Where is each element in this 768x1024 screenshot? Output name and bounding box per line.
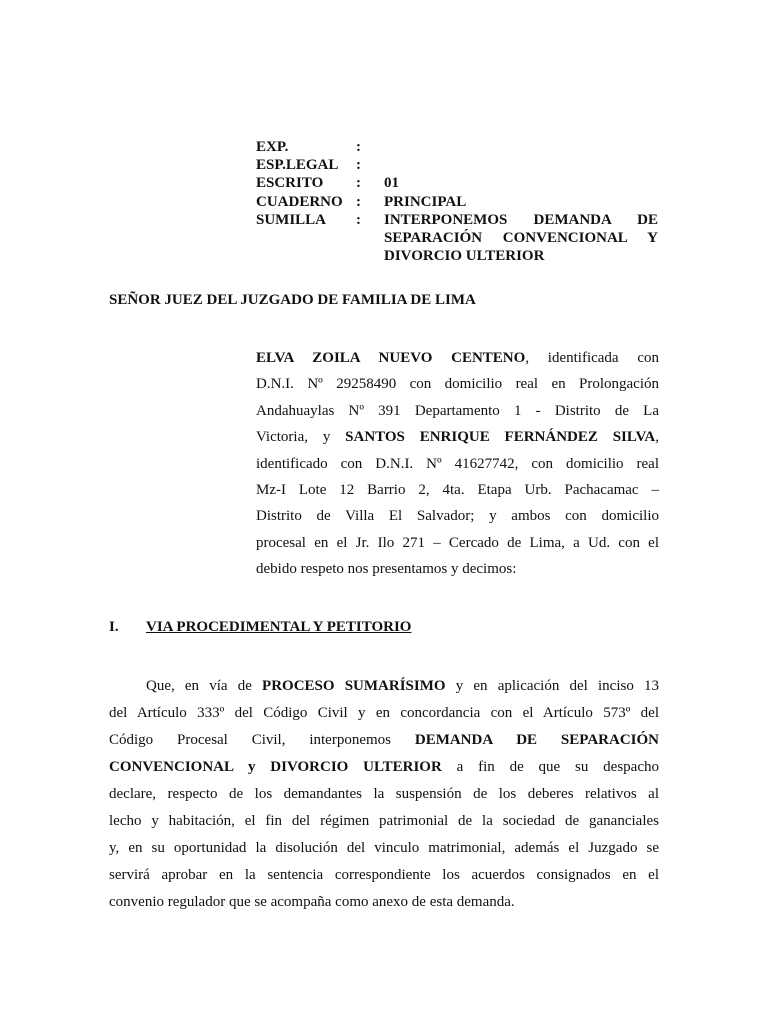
header-row-exp: [256, 138, 658, 156]
party-name: SANTOS ENRIQUE FERNÁNDEZ SILVA: [345, 429, 656, 446]
petition-paragraph: [109, 673, 659, 916]
sumilla-line: DIVORCIO ULTERIOR: [384, 248, 545, 265]
sumilla-line: INTERPONEMOS DEMANDA DE: [384, 211, 658, 228]
paragraph-line: y, en su oportunidad la disolución del vinculo matrimonial, además el Juzgado se: [109, 840, 659, 856]
paragraph-line: [109, 673, 659, 700]
header-row-cuaderno: [256, 193, 658, 211]
text-run: y en aplicación del inciso 13: [445, 678, 659, 694]
paragraph-line: debido respeto nos presentamos y decimos:: [256, 561, 517, 578]
header-value: [384, 138, 658, 156]
bold-run: PROCESO SUMARÍSIMO: [262, 678, 446, 694]
paragraph-line: convenio regulador que se acompaña como anexo de esta demanda.: [109, 894, 515, 910]
header-label: ESCRITO: [256, 175, 324, 192]
section-heading: [109, 619, 411, 636]
header-colon: :: [356, 139, 361, 155]
parties-paragraph: [256, 345, 659, 583]
header-label: SUMILLA: [256, 211, 327, 228]
header-colon: :: [356, 157, 361, 174]
bold-run: CONVENCIONAL y DIVORCIO ULTERIOR: [109, 759, 442, 775]
text-run: Victoria, y: [256, 429, 346, 446]
header-colon: :: [356, 175, 361, 192]
paragraph-line: [256, 424, 659, 450]
header-label: CUADERNO: [256, 193, 343, 210]
header-value: [384, 156, 658, 174]
paragraph-line: Mz-I Lote 12 Barrio 2, 4ta. Etapa Urb. Pachacamac –: [256, 482, 659, 499]
paragraph-line: del Artículo 333º del Código Civil y en concordancia con el Artículo 573º del: [109, 705, 659, 721]
header-colon: :: [356, 193, 361, 210]
section-title: VIA PROCEDIMENTAL Y PETITORIO: [146, 619, 412, 635]
text-run: a fin de que su despacho: [441, 759, 659, 775]
section-number: I.: [109, 619, 119, 635]
header-label: EXP.: [256, 139, 289, 155]
text-run: ,: [655, 429, 659, 446]
header-value: 01: [384, 175, 399, 192]
paragraph-line: [109, 727, 659, 754]
paragraph-line: declare, respecto de los demandantes la suspensión de los deberes relativos al: [109, 786, 659, 802]
text-run: Que, en vía de: [146, 678, 263, 694]
paragraph-line: Andahuaylas Nº 391 Departamento 1 - Distrito de La: [256, 402, 659, 419]
sumilla-line: SEPARACIÓN CONVENCIONAL Y: [384, 230, 658, 247]
paragraph-line: D.N.I. Nº 29258490 con domicilio real en Prolongación: [256, 376, 659, 393]
header-row-esp-legal: [256, 156, 658, 174]
addressee-heading: SEÑOR JUEZ DEL JUZGADO DE FAMILIA DE LIMA: [109, 292, 476, 308]
header-row-sumilla: [256, 211, 658, 266]
sumilla-value: [384, 211, 658, 266]
paragraph-line: procesal en el Jr. Ilo 271 – Cercado de Lima, a Ud. con el: [256, 534, 659, 551]
paragraph-line: servirá aprobar en la sentencia correspondiente los acuerdos consignados en el: [109, 867, 659, 883]
case-header: [256, 138, 658, 265]
header-label: ESP.LEGAL: [256, 157, 339, 174]
paragraph-line: [256, 345, 659, 371]
paragraph-line: lecho y habitación, el fin del régimen patrimonial de la sociedad de gananciales: [109, 813, 659, 829]
paragraph-line: [109, 754, 659, 781]
header-value: PRINCIPAL: [384, 193, 467, 210]
header-colon: :: [356, 211, 361, 228]
paragraph-line: Distrito de Villa El Salvador; y ambos con domicilio: [256, 508, 659, 525]
party-name: ELVA ZOILA NUEVO CENTENO: [256, 350, 526, 366]
text-run: , identificada con: [525, 350, 659, 366]
text-run: Código Procesal Civil, interponemos: [109, 732, 415, 748]
header-row-escrito: [256, 174, 658, 192]
bold-run: DEMANDA DE SEPARACIÓN: [414, 732, 659, 748]
paragraph-line: identificado con D.N.I. Nº 41627742, con domicilio real: [256, 455, 659, 472]
